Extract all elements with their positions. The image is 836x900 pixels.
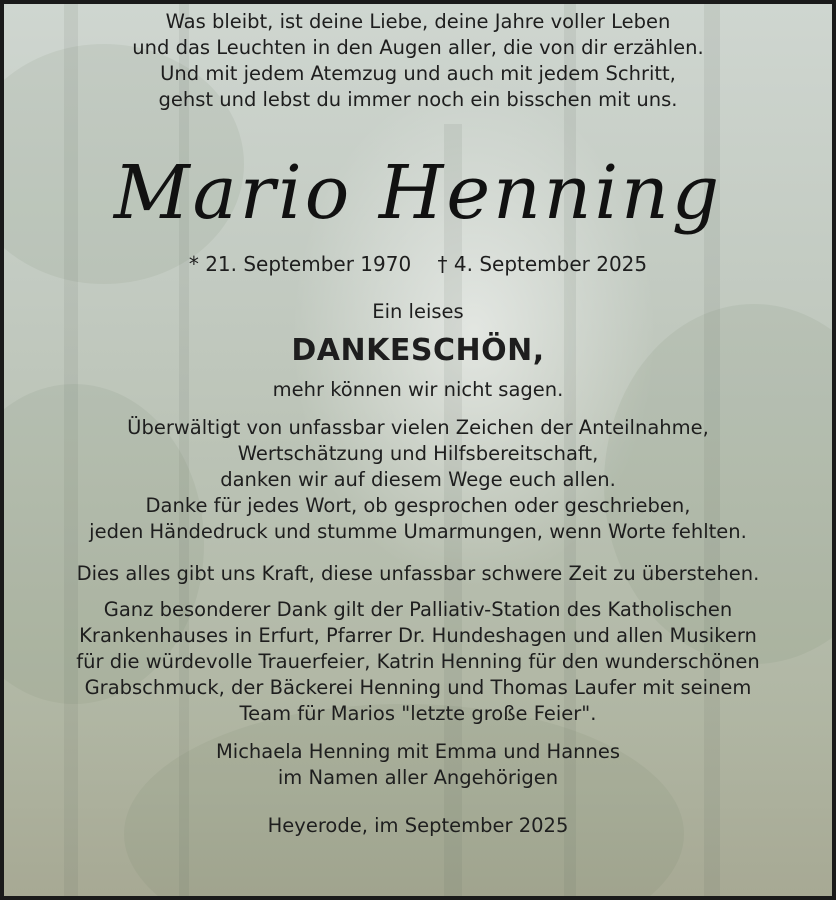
signature-line: im Namen aller Angehörigen	[277, 766, 559, 789]
paragraph-line: für die würdevolle Trauerfeier, Katrin Henning für den wunderschönen	[76, 650, 760, 673]
paragraph-line: Danke für jedes Wort, ob gesprochen oder geschrieben,	[145, 494, 691, 517]
poem-line: gehst und lebst du immer noch ein bisschen mit uns.	[158, 88, 678, 111]
thanks-heading: DANKESCHÖN,	[291, 333, 545, 368]
paragraph-line: Krankenhauses in Erfurt, Pfarrer Dr. Hundeshagen und allen Musikern	[79, 624, 757, 647]
strength-line: Dies alles gibt uns Kraft, diese unfassbar schwere Zeit zu überstehen.	[76, 562, 760, 585]
thanks-paragraph	[4, 415, 832, 545]
poem	[4, 9, 832, 113]
paragraph-line: Überwältigt von unfassbar vielen Zeichen der Anteilnahme,	[127, 416, 709, 439]
birth-date: * 21. September 1970	[188, 252, 412, 276]
paragraph-line: Ganz besonderer Dank gilt der Palliativ-Station des Katholischen	[103, 598, 733, 621]
deceased-name: Mario Henning	[113, 150, 723, 236]
life-dates	[4, 251, 832, 277]
paragraph-line: danken wir auf diesem Wege euch allen.	[220, 468, 616, 491]
signature-line: Michaela Henning mit Emma und Hannes	[215, 740, 621, 763]
thanks-intro: Ein leises	[372, 300, 464, 323]
death-date: † 4. September 2025	[437, 252, 648, 276]
place-date: Heyerode, im September 2025	[267, 814, 569, 837]
paragraph-line: Wertschätzung und Hilfsbereitschaft,	[237, 442, 599, 465]
paragraph-line: jeden Händedruck und stumme Umarmungen, wenn Worte fehlten.	[89, 520, 747, 543]
special-thanks-paragraph	[4, 597, 832, 727]
poem-line: Was bleibt, ist deine Liebe, deine Jahre voller Leben	[165, 10, 671, 33]
paragraph-line: Grabschmuck, der Bäckerei Henning und Thomas Laufer mit seinem	[84, 676, 752, 699]
signature	[4, 739, 832, 791]
thanks-subline: mehr können wir nicht sagen.	[272, 378, 564, 401]
obituary-content	[4, 4, 832, 839]
poem-line: Und mit jedem Atemzug und auch mit jedem Schritt,	[160, 62, 676, 85]
poem-line: und das Leuchten in den Augen aller, die von dir erzählen.	[132, 36, 704, 59]
paragraph-line: Team für Marios "letzte große Feier".	[239, 702, 597, 725]
